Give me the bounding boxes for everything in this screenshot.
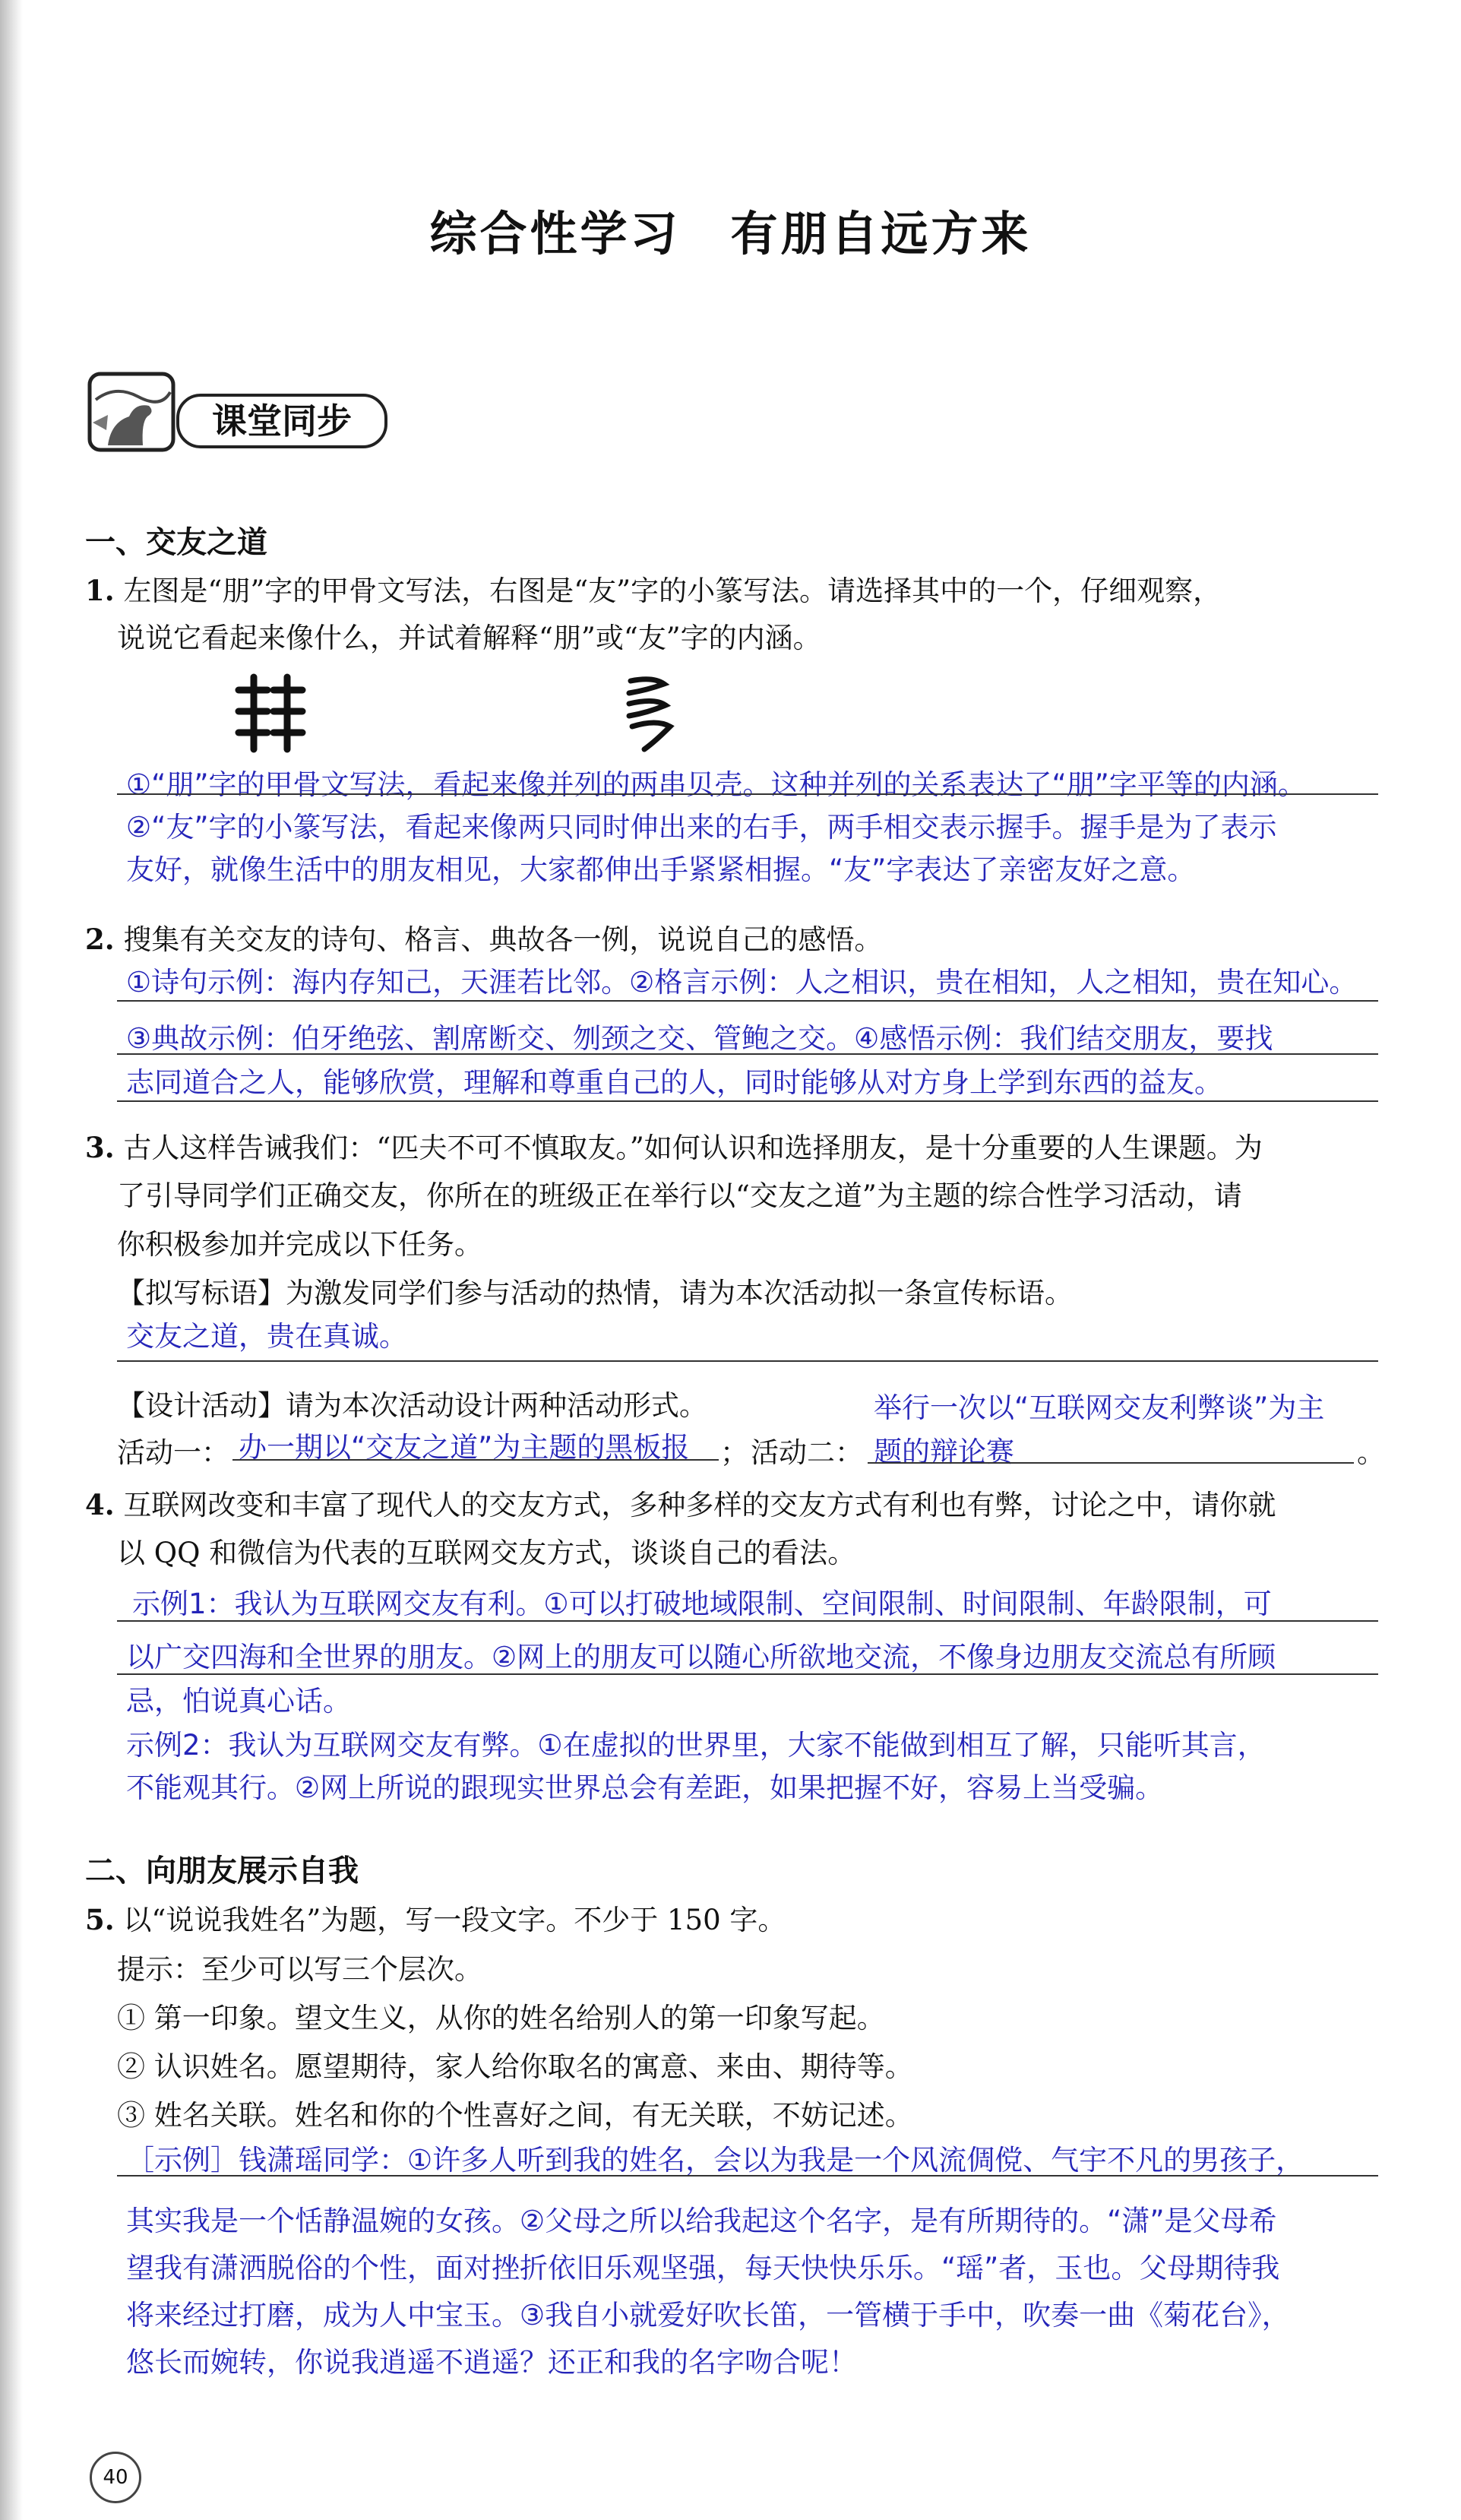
answer-4-line2: 以广交四海和全世界的朋友。②网上的朋友可以随心所欲地交流，不像身边朋友交流总有所顾 xyxy=(126,1641,1276,1673)
dinosaur-icon xyxy=(85,369,191,461)
section-heading-1: 一、交友之道 xyxy=(85,525,267,560)
answer-1-line1: ①“朋”字的甲骨文写法，看起来像并列的两串贝壳。这种并列的关系表达了“朋”字平等的内涵。 xyxy=(126,768,1306,801)
question-number-5: 5. xyxy=(85,1903,115,1936)
answer-rule xyxy=(117,793,1378,795)
question-4-text-line2: 以 QQ 和微信为代表的互联网交友方式，谈谈自己的看法。 xyxy=(117,1537,856,1569)
answer-rule xyxy=(117,2175,1378,2177)
answer-rule xyxy=(117,1100,1378,1102)
activity2-answer-line1: 举行一次以“互联网交友利弊谈”为主 xyxy=(874,1391,1325,1424)
answer-2-line1: ①诗句示例：海内存知己，天涯若比邻。②格言示例：人之相识，贵在相知，人之相知，贵在知心。 xyxy=(126,966,1358,999)
answer-5-line1: ［示例］钱潇瑶同学：①许多人听到我的姓名，会以为我是一个风流倜傥、气宇不凡的男孩子， xyxy=(126,2144,1304,2177)
question-4-text-line1: 互联网改变和丰富了现代人的交友方式，多种多样的交友方式有利也有弊，讨论之中，请你就 xyxy=(123,1489,1276,1521)
answer-4-line1: 示例1：我认为互联网交友有利。①可以打破地域限制、空间限制、时间限制、年龄限制，可 xyxy=(132,1588,1272,1620)
answer-1-line2: ②“友”字的小篆写法，看起来像两只同时伸出来的右手，两手相交表示握手。握手是为了表示 xyxy=(126,811,1277,844)
question-5-hint: 提示：至少可以写三个层次。 xyxy=(117,1953,482,1986)
answer-4-line5: 不能观其行。②网上所说的跟现实世界总会有差距，如果把握不好，容易上当受骗。 xyxy=(126,1771,1164,1804)
answer-rule xyxy=(117,1620,1378,1622)
answer-5-line4: 将来经过打磨，成为人中宝玉。③我自小就爱好吹长笛，一管横于手中，吹奏一曲《菊花台》， xyxy=(126,2299,1290,2332)
page-edge-shadow xyxy=(0,0,23,2520)
activity2-answer-line2: 题的辩论赛 xyxy=(874,1436,1014,1468)
answer-5-line5: 悠长而婉转，你说我逍遥不逍遥？还正和我的名字吻合呢！ xyxy=(126,2346,857,2379)
section-heading-2: 二、向朋友展示自我 xyxy=(85,1854,359,1888)
answer-5-line3: 望我有潇洒脱俗的个性，面对挫折依旧乐观坚强，每天快快乐乐。“瑶”者，玉也。父母期待我 xyxy=(126,2252,1280,2284)
end-mark: 。 xyxy=(1357,1436,1385,1469)
task-activity-label: 【设计活动】请为本次活动设计两种活动形式。 xyxy=(117,1389,707,1422)
activity1-answer: 办一期以“交友之道”为主题的黑板报 xyxy=(239,1431,690,1464)
task-slogan-answer: 交友之道，贵在真诚。 xyxy=(126,1320,407,1353)
answer-4-line4: 示例2：我认为互联网交友有弊。①在虚拟的世界里，大家不能做到相互了解，只能听其言， xyxy=(126,1729,1266,1762)
question-3-text-line1: 古人这样告诫我们：“匹夫不可不慎取友。”如何认识和选择朋友，是十分重要的人生课题。为 xyxy=(123,1132,1263,1164)
answer-rule xyxy=(117,1360,1378,1362)
answer-2-line2: ③典故示例：伯牙绝弦、割席断交、刎颈之交、管鲍之交。④感悟示例：我们结交朋友，要找 xyxy=(126,1022,1273,1055)
question-5-point-1: ① 第一印象。望文生义，从你的姓名给别人的第一印象写起。 xyxy=(117,2002,885,2034)
question-number-4: 4. xyxy=(85,1488,115,1521)
question-number-3: 3. xyxy=(85,1131,115,1164)
answer-5-line2: 其实我是一个恬静温婉的女孩。②父母之所以给我起这个名字，是有所期待的。“潇”是父母希 xyxy=(126,2205,1277,2237)
activity-separator: ； xyxy=(720,1436,748,1469)
answer-rule xyxy=(117,1053,1378,1055)
page-title: 综合性学习 有朋自远方来 xyxy=(429,206,1032,261)
badge-label: 课堂同步 xyxy=(176,394,387,448)
answer-2-line3: 志同道合之人，能够欣赏，理解和尊重自己的人，同时能够从对方身上学到东西的益友。 xyxy=(126,1066,1222,1099)
question-5-text-line1: 以“说说我姓名”为题，写一段文字。不少于 150 字。 xyxy=(123,1904,786,1936)
answer-rule xyxy=(117,1673,1378,1675)
question-3-text-line3: 你积极参加并完成以下任务。 xyxy=(117,1228,482,1261)
activity2-label: 活动二： xyxy=(751,1436,863,1469)
section-badge xyxy=(85,363,389,470)
answer-rule xyxy=(117,1000,1378,1002)
answer-rule xyxy=(868,1462,1354,1464)
question-number-1: 1. xyxy=(85,574,115,607)
question-3-text-line2: 了引导同学们正确交友，你所在的班级正在举行以“交友之道”为主题的综合性学习活动，请 xyxy=(117,1179,1242,1212)
answer-4-line3: 忌，怕说真心话。 xyxy=(126,1685,351,1717)
question-5-point-3: ③ 姓名关联。姓名和你的个性喜好之间，有无关联，不妨记述。 xyxy=(117,2099,913,2132)
question-5-point-2: ② 认识姓名。愿望期待，家人给你取名的寓意、来由、期待等。 xyxy=(117,2050,913,2083)
answer-rule xyxy=(232,1459,719,1461)
question-1-text-line1: 左图是“朋”字的甲骨文写法，右图是“友”字的小篆写法。请选择其中的一个，仔细观察， xyxy=(123,575,1222,607)
activity1-label: 活动一： xyxy=(117,1436,229,1469)
task-slogan-label: 【拟写标语】为激发同学们参与活动的热情，请为本次活动拟一条宣传标语。 xyxy=(117,1277,1073,1309)
oracle-bone-peng-icon xyxy=(232,673,308,757)
question-1-text-line2: 说说它看起来像什么，并试着解释“朋”或“友”字的内涵。 xyxy=(117,622,821,654)
seal-script-you-icon xyxy=(621,673,679,758)
question-number-2: 2. xyxy=(85,923,115,956)
answer-1-line3: 友好，就像生活中的朋友相见，大家都伸出手紧紧相握。“友”字表达了亲密友好之意。 xyxy=(126,853,1196,886)
question-2-text-line1: 搜集有关交友的诗句、格言、典故各一例，说说自己的感悟。 xyxy=(123,923,883,956)
page-number: 40 xyxy=(90,2452,141,2503)
